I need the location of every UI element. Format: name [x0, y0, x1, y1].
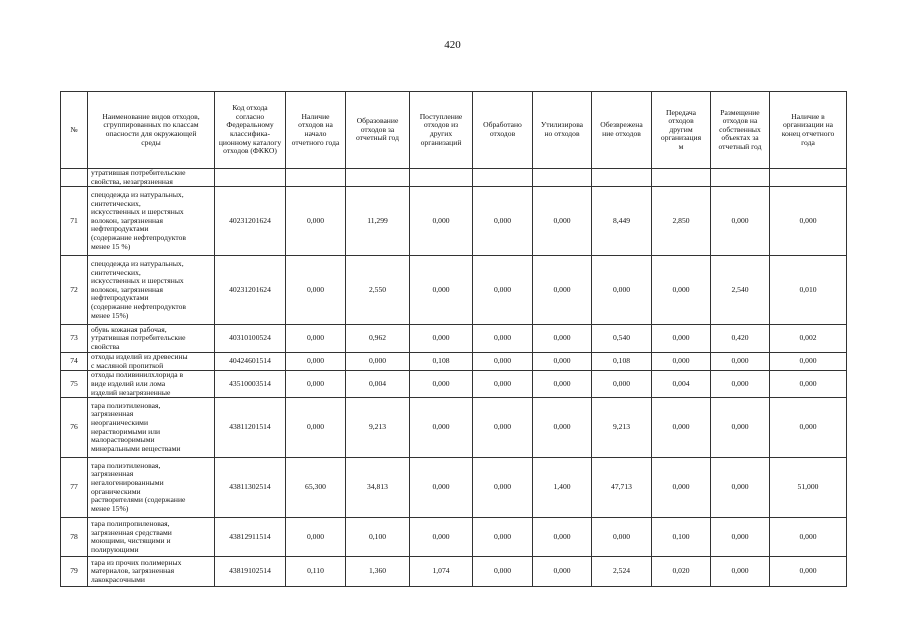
- waste-name: [88, 371, 215, 398]
- value-cell: 0,000: [770, 518, 847, 557]
- waste-name-line: нерастворимыми или: [91, 426, 161, 436]
- fkko-code: 40310100524: [215, 325, 286, 353]
- waste-table: [60, 91, 847, 587]
- waste-name-line: (содержание нефтепродуктов: [91, 302, 186, 312]
- fkko-code: [215, 169, 286, 187]
- value-cell: 2,550: [346, 256, 410, 325]
- value-cell: 0,108: [410, 353, 473, 371]
- value-cell: 0,000: [652, 256, 711, 325]
- value-cell: [533, 169, 592, 187]
- column-header-line: согласно: [235, 111, 265, 121]
- waste-name-line: тара полиэтиленовая,: [91, 460, 161, 470]
- waste-name: [88, 398, 215, 458]
- waste-name-line: загрязненная: [91, 409, 134, 419]
- fkko-code: 40231201624: [215, 256, 286, 325]
- value-cell: 0,000: [410, 371, 473, 398]
- value-cell: 0,000: [473, 398, 533, 458]
- value-cell: 9,213: [346, 398, 410, 458]
- column-header-line: отчетный год: [355, 133, 400, 143]
- waste-name-line: (содержание нефтепродуктов: [91, 233, 186, 243]
- waste-name: [88, 325, 215, 353]
- column-header-line: опасности для окружающей: [105, 129, 197, 138]
- value-cell: 0,000: [410, 256, 473, 325]
- table-row: [61, 371, 847, 398]
- column-header-line: отходов на: [722, 116, 758, 126]
- value-cell: 0,000: [533, 557, 592, 587]
- waste-name-line: изделий незагрязненные: [91, 387, 171, 397]
- column-header: [770, 92, 847, 169]
- waste-name-line: виде изделий или лома: [91, 378, 166, 388]
- value-cell: 0,000: [410, 325, 473, 353]
- waste-name-line: менее 15%): [91, 503, 129, 513]
- value-cell: 47,713: [592, 458, 652, 518]
- column-header-line: среды: [141, 137, 161, 147]
- waste-name: [88, 557, 215, 587]
- value-cell: 0,000: [592, 371, 652, 398]
- row-number: 79: [61, 557, 88, 587]
- value-cell: 0,000: [652, 353, 711, 371]
- value-cell: 0,000: [592, 256, 652, 325]
- waste-name-line: нефтепродуктами: [91, 293, 149, 303]
- column-header-line: организации на: [782, 120, 834, 130]
- column-header-line: собственных: [719, 124, 761, 134]
- table-row: [61, 256, 847, 325]
- column-header-line: отходов на: [298, 120, 333, 130]
- waste-name-line: загрязненная: [91, 469, 134, 479]
- fkko-code: 40424601514: [215, 353, 286, 371]
- waste-name-line: спецодежда из натуральных,: [91, 190, 184, 200]
- waste-name-line: растворителями (содержание: [91, 495, 186, 505]
- column-header-line: классифика-: [229, 129, 271, 138]
- page-number: 420: [444, 39, 461, 51]
- row-number: 75: [61, 371, 88, 398]
- value-cell: 0,000: [410, 398, 473, 458]
- column-header-line: Размещение: [720, 107, 760, 117]
- value-cell: 0,000: [410, 518, 473, 557]
- value-cell: 1,400: [533, 458, 592, 518]
- table-header-row: [61, 92, 847, 169]
- row-number: 71: [61, 187, 88, 256]
- value-cell: 65,300: [286, 458, 346, 518]
- value-cell: 0,000: [533, 256, 592, 325]
- waste-name-line: обувь кожаная рабочая,: [91, 324, 167, 334]
- column-header-line: отходов: [489, 129, 516, 138]
- value-cell: 0,000: [711, 187, 770, 256]
- column-header: [711, 92, 770, 169]
- value-cell: 0,000: [473, 518, 533, 557]
- value-cell: 1,360: [346, 557, 410, 587]
- value-cell: 0,000: [711, 353, 770, 371]
- waste-name-line: органическими: [91, 486, 141, 496]
- waste-name-line: искусственных и шерстяных: [91, 207, 184, 217]
- value-cell: 0,000: [533, 353, 592, 371]
- waste-name: [88, 353, 215, 371]
- waste-name-line: неорганическими: [91, 418, 149, 428]
- value-cell: 0,000: [770, 371, 847, 398]
- column-header-line: Поступление: [419, 111, 463, 121]
- row-number: 74: [61, 353, 88, 371]
- column-header-line: отходов: [668, 116, 694, 126]
- column-header-line: отходов за: [360, 124, 395, 134]
- row-number: 76: [61, 398, 88, 458]
- column-header-line: отчетного года: [291, 137, 340, 147]
- value-cell: 0,000: [770, 353, 847, 371]
- value-cell: 0,420: [711, 325, 770, 353]
- value-cell: 0,000: [533, 325, 592, 353]
- column-header-line: года: [801, 137, 815, 147]
- value-cell: 8,449: [592, 187, 652, 256]
- waste-name-line: с масляной пропиткой: [91, 360, 164, 370]
- value-cell: 2,850: [652, 187, 711, 256]
- value-cell: 0,000: [473, 325, 533, 353]
- value-cell: 0,000: [286, 518, 346, 557]
- waste-name-line: минеральными веществами: [91, 443, 181, 453]
- table-row: [61, 353, 847, 371]
- value-cell: 0,000: [473, 371, 533, 398]
- value-cell: 0,000: [473, 256, 533, 325]
- value-cell: 0,000: [652, 458, 711, 518]
- value-cell: 0,000: [711, 518, 770, 557]
- column-header: [215, 92, 286, 169]
- column-header-line: м: [678, 141, 684, 151]
- column-header-line: ционному каталогу: [218, 137, 282, 147]
- value-cell: 0,540: [592, 325, 652, 353]
- waste-name: [88, 518, 215, 557]
- value-cell: [652, 169, 711, 187]
- waste-name: [88, 169, 215, 187]
- waste-name-line: полирующими: [91, 544, 139, 554]
- column-header-line: Обработано: [483, 120, 522, 130]
- waste-name-line: свойства: [91, 341, 120, 351]
- value-cell: 0,000: [286, 398, 346, 458]
- column-header-line: отходов (ФККО): [223, 146, 277, 156]
- table-row: [61, 518, 847, 557]
- value-cell: 0,000: [770, 398, 847, 458]
- waste-name-line: лакокрасочными: [91, 574, 145, 584]
- fkko-code: 43819102514: [215, 557, 286, 587]
- waste-name: [88, 256, 215, 325]
- column-header-line: сгруппированных по классам: [103, 120, 199, 130]
- column-header: [410, 92, 473, 169]
- column-header-line: отходов из: [423, 120, 459, 130]
- waste-name-line: утратившая потребительские: [91, 333, 186, 343]
- column-header-line: №: [70, 124, 78, 134]
- value-cell: 1,074: [410, 557, 473, 587]
- waste-name-line: материалов, загрязненная: [91, 566, 175, 576]
- column-header-line: Федеральному: [226, 120, 274, 130]
- waste-name-line: моющими, чистящими и: [91, 536, 171, 546]
- value-cell: 11,299: [346, 187, 410, 256]
- table-row: [61, 325, 847, 353]
- waste-name-line: менее 15 %): [91, 241, 131, 251]
- value-cell: 0,004: [652, 371, 711, 398]
- value-cell: 0,000: [533, 371, 592, 398]
- value-cell: 0,000: [473, 458, 533, 518]
- column-header: [652, 92, 711, 169]
- waste-name-line: тара полипропиленовая,: [91, 518, 170, 528]
- value-cell: 0,000: [473, 353, 533, 371]
- table-row: [61, 398, 847, 458]
- column-header-line: организаций: [420, 137, 462, 147]
- waste-name: [88, 187, 215, 256]
- waste-name-line: нефтепродуктами: [91, 224, 149, 234]
- row-number: 77: [61, 458, 88, 518]
- value-cell: 0,000: [711, 557, 770, 587]
- value-cell: 0,000: [286, 371, 346, 398]
- column-header-line: но отходов: [544, 129, 580, 138]
- value-cell: 51,000: [770, 458, 847, 518]
- value-cell: 0,000: [286, 353, 346, 371]
- waste-name-line: искусственных и шерстяных: [91, 276, 184, 286]
- column-header-line: ние отходов: [602, 129, 641, 138]
- value-cell: 0,000: [533, 518, 592, 557]
- value-cell: 0,000: [770, 187, 847, 256]
- column-header-line: начало: [304, 129, 327, 138]
- waste-name: [88, 458, 215, 518]
- waste-name-line: волокон, загрязненная: [91, 215, 163, 225]
- waste-name-line: утратившая потребительские: [91, 168, 186, 177]
- column-header-line: других: [429, 129, 453, 138]
- value-cell: 0,010: [770, 256, 847, 325]
- column-header-line: Передача: [665, 107, 697, 117]
- row-number: 78: [61, 518, 88, 557]
- waste-name-line: менее 15%): [91, 310, 129, 320]
- column-header: [61, 92, 88, 169]
- value-cell: 0,100: [652, 518, 711, 557]
- column-header: [286, 92, 346, 169]
- value-cell: 2,540: [711, 256, 770, 325]
- column-header-line: другим: [669, 124, 693, 134]
- table-row: [61, 458, 847, 518]
- column-header: [592, 92, 652, 169]
- column-header-line: Утилизирова: [540, 120, 584, 130]
- value-cell: [346, 169, 410, 187]
- value-cell: 0,108: [592, 353, 652, 371]
- column-header-line: объектах за: [721, 133, 759, 143]
- value-cell: 0,000: [533, 187, 592, 256]
- value-cell: 0,000: [286, 325, 346, 353]
- value-cell: 34,813: [346, 458, 410, 518]
- fkko-code: 43811201514: [215, 398, 286, 458]
- value-cell: [770, 169, 847, 187]
- waste-name-line: отходы поливинилхлорида в: [91, 370, 184, 380]
- value-cell: 0,004: [346, 371, 410, 398]
- table-row: [61, 169, 847, 187]
- waste-name-line: спецодежда из натуральных,: [91, 259, 184, 269]
- value-cell: 0,000: [652, 398, 711, 458]
- value-cell: 0,962: [346, 325, 410, 353]
- column-header: [346, 92, 410, 169]
- waste-name-line: тара из прочих полимерных: [91, 557, 182, 567]
- value-cell: 0,000: [410, 187, 473, 256]
- table-row: [61, 557, 847, 587]
- column-header-line: организация: [660, 133, 702, 143]
- fkko-code: 43811302514: [215, 458, 286, 518]
- value-cell: 0,000: [286, 256, 346, 325]
- value-cell: 0,000: [346, 353, 410, 371]
- value-cell: [286, 169, 346, 187]
- value-cell: 2,524: [592, 557, 652, 587]
- value-cell: 0,000: [711, 458, 770, 518]
- value-cell: [473, 169, 533, 187]
- column-header: [533, 92, 592, 169]
- value-cell: [410, 169, 473, 187]
- value-cell: 0,000: [533, 398, 592, 458]
- table-body: [61, 169, 847, 587]
- waste-name-line: волокон, загрязненная: [91, 284, 163, 294]
- value-cell: 0,000: [770, 557, 847, 587]
- value-cell: 9,213: [592, 398, 652, 458]
- row-number: 73: [61, 325, 88, 353]
- column-header: [473, 92, 533, 169]
- column-header-line: Наличие в: [791, 111, 825, 121]
- value-cell: 0,000: [711, 371, 770, 398]
- column-header-line: конец отчетного: [781, 129, 835, 138]
- column-header-line: Обезврежена: [600, 120, 643, 130]
- waste-name-line: загрязненная средствами: [91, 527, 172, 537]
- value-cell: 0,000: [592, 518, 652, 557]
- value-cell: 0,000: [473, 187, 533, 256]
- waste-name-line: синтетических,: [91, 198, 141, 208]
- fkko-code: 43812911514: [215, 518, 286, 557]
- value-cell: [592, 169, 652, 187]
- waste-name-line: отходы изделий из древесины: [91, 352, 188, 362]
- waste-name-line: негалогенированными: [91, 478, 164, 488]
- value-cell: 0,020: [652, 557, 711, 587]
- table-row: [61, 187, 847, 256]
- value-cell: 0,000: [711, 398, 770, 458]
- column-header-line: Образование: [356, 116, 399, 126]
- value-cell: 0,100: [346, 518, 410, 557]
- column-header-line: отчетный год: [718, 141, 762, 151]
- waste-name-line: малорастворимыми: [91, 435, 155, 445]
- value-cell: 0,110: [286, 557, 346, 587]
- row-number: [61, 169, 88, 187]
- value-cell: 0,000: [473, 557, 533, 587]
- value-cell: 0,000: [286, 187, 346, 256]
- waste-name-line: синтетических,: [91, 267, 141, 277]
- value-cell: 0,000: [652, 325, 711, 353]
- value-cell: [711, 169, 770, 187]
- fkko-code: 43510003514: [215, 371, 286, 398]
- fkko-code: 40231201624: [215, 187, 286, 256]
- column-header-line: Наличие: [301, 111, 330, 121]
- row-number: 72: [61, 256, 88, 325]
- value-cell: 0,002: [770, 325, 847, 353]
- waste-name-line: тара полиэтиленовая,: [91, 400, 161, 410]
- column-header-line: Наименование видов отходов,: [102, 111, 200, 121]
- waste-name-line: свойства, незагрязненная: [91, 176, 173, 186]
- value-cell: 0,000: [410, 458, 473, 518]
- column-header-line: Код отхода: [232, 103, 268, 113]
- column-header: [88, 92, 215, 169]
